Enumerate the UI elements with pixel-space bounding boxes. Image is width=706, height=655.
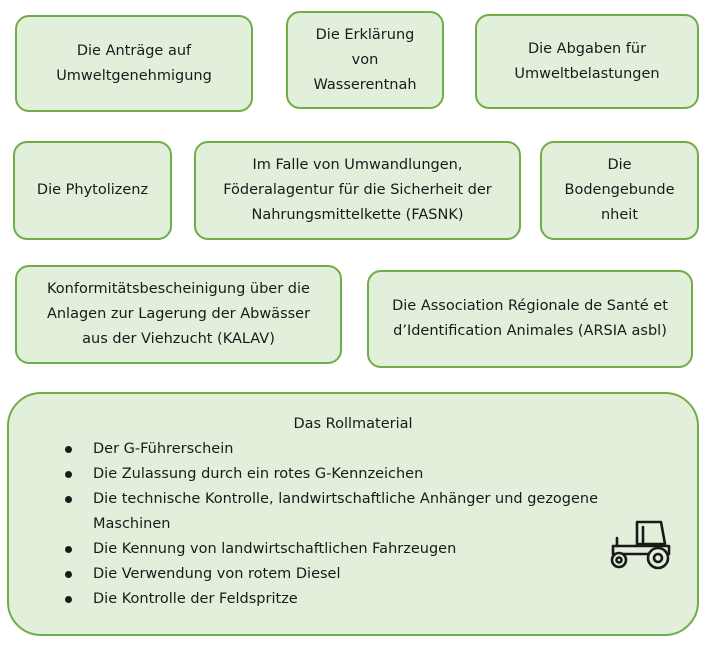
box-bodengebundenheit	[540, 141, 699, 240]
box-arsia	[367, 270, 693, 368]
list-item: Die technische Kontrolle, landwirtschaftliche Anhänger und gezogene Maschinen	[65, 487, 605, 537]
rollmaterial-title: Das Rollmaterial	[293, 416, 413, 432]
box-line: Nahrungsmittelkette (FASNK)	[251, 207, 464, 223]
box-rollmaterial	[7, 392, 699, 636]
box-line: Bodengebunde	[564, 182, 675, 198]
box-wasserentnahme	[286, 11, 444, 109]
box-fasnk	[194, 141, 521, 240]
rollmaterial-list	[65, 437, 605, 612]
box-line: Die Phytolizenz	[36, 182, 149, 198]
list-item: Der G-Führerschein	[65, 437, 605, 462]
box-line: Umweltgenehmigung	[56, 67, 212, 84]
box-line: Umweltbelastungen	[514, 65, 660, 82]
box-line: Konformitätsbescheinigung über die	[47, 281, 310, 297]
box-line: Die Abgaben für	[527, 40, 647, 57]
box-line: Die Anträge auf	[76, 42, 192, 59]
box-line: Die	[607, 157, 632, 173]
box-line: von	[351, 51, 379, 68]
box-phytolizenz	[13, 141, 172, 240]
tractor-icon	[603, 518, 681, 570]
box-line: Föderalagentur für die Sicherheit der	[223, 182, 492, 198]
list-item: Die Kennung von landwirtschaftlichen Fahrzeugen	[65, 537, 605, 562]
box-line: Anlagen zur Lagerung der Abwässer	[46, 306, 311, 322]
box-line: nheit	[600, 207, 638, 223]
list-item: Die Zulassung durch ein rotes G-Kennzeichen	[65, 462, 605, 487]
list-item: Die Kontrolle der Feldspritze	[65, 587, 605, 612]
list-item: Die Verwendung von rotem Diesel	[65, 562, 605, 587]
box-line: Die Erklärung	[315, 26, 415, 43]
box-umweltbelastungen	[475, 14, 699, 109]
box-line: Wasserentnah	[313, 76, 417, 93]
box-kalav	[15, 265, 342, 364]
box-line: d’Identification Animales (ARSIA asbl)	[393, 323, 667, 339]
box-line: aus der Viehzucht (KALAV)	[82, 331, 275, 347]
box-line: Im Falle von Umwandlungen,	[252, 157, 463, 173]
box-umweltgenehmigung	[15, 15, 253, 112]
box-line: Die Association Régionale de Santé et	[392, 298, 668, 314]
